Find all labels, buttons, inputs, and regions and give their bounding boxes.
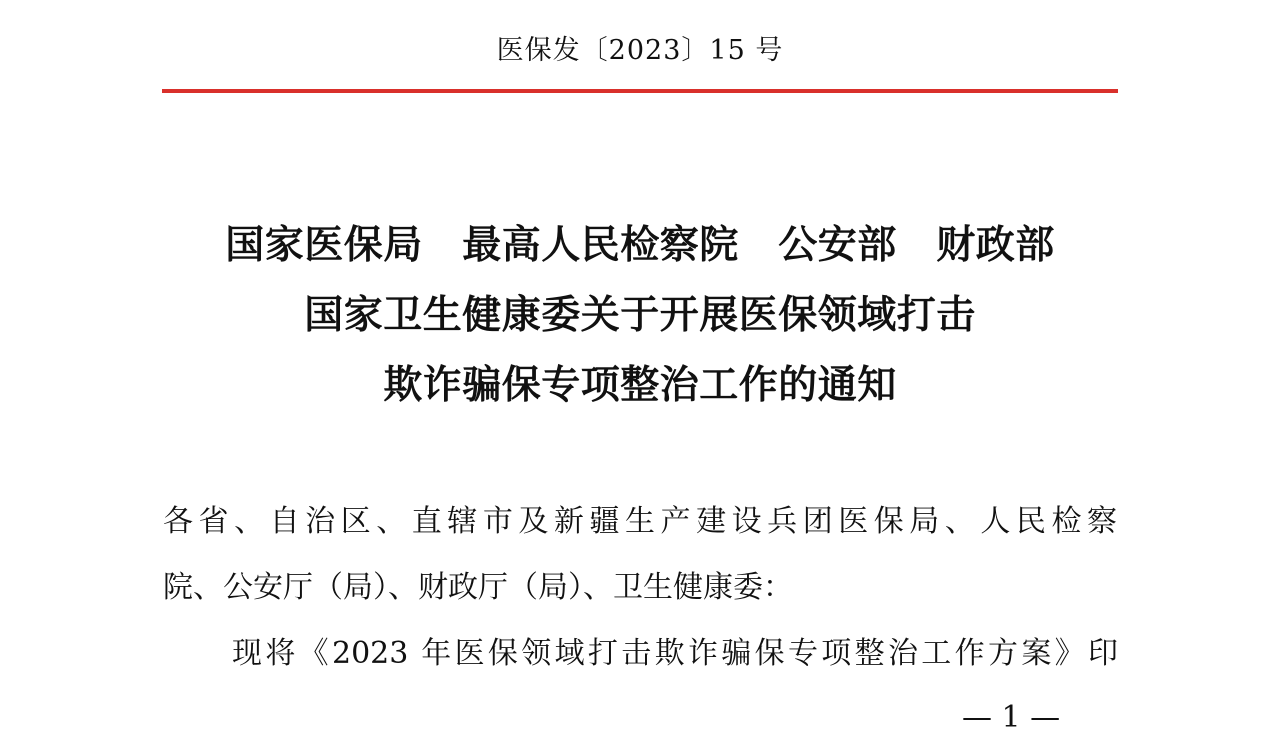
document-number: 医保发〔2023〕15 号 [496, 35, 784, 66]
addressee-line-2: 院、公安厅（局）、财政厅（局）、卫生健康委： [163, 570, 793, 605]
paragraph-1-line-1: 现将《2023 年医保领域打击欺诈骗保专项整治工作方案》印 [232, 636, 1118, 671]
red-header-rule [162, 89, 1118, 93]
page-number: — 1 — [962, 700, 1061, 735]
title-line-1: 国家医保局 最高人民检察院 公安部 财政部 [225, 223, 1055, 268]
title-line-3: 欺诈骗保专项整治工作的通知 [383, 363, 897, 408]
addressee-line-1: 各省、自治区、直辖市及新疆生产建设兵团医保局、人民检察 [163, 504, 1118, 539]
title-line-2: 国家卫生健康委关于开展医保领域打击 [304, 293, 976, 338]
